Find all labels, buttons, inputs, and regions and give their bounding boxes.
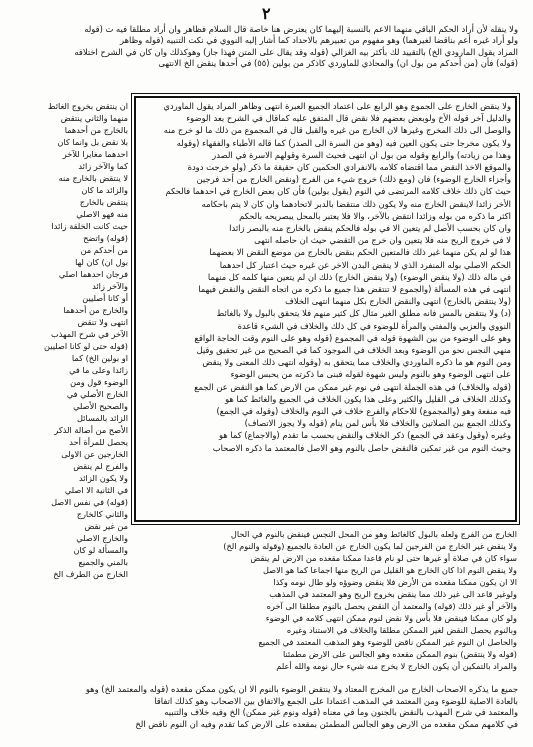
page-number: ٢ (262, 4, 271, 23)
text-line: على انتهى الوضوء وهو بالنوم وليس شهوة لقوله فبنى ما ذكرته من يحبس الوضوء (230, 369, 511, 380)
text-line: ولو كان ممكنا فينقض فلا بأس ولا نقض لنوم ممكن انتهى كلامه في الوضوء (265, 613, 517, 623)
lower-commentary (134, 528, 517, 678)
text-line: حيث كانت الخلقة زائدا (51, 221, 128, 231)
text-line: والموقع الاخذ النقض مما اقتضاه كلامه بالانفرادي الحكمين كان حقيقة ما ذكر (ولو خرجت دودة (187, 162, 511, 173)
text-line: سواء كان في صلاة أو غيرها حتى لو نام قاعدا ممكنا مقعده من الارض لم ينقض (250, 553, 517, 563)
main-text (140, 100, 511, 518)
text-line: والدليل آخر قوله الأخ ولوبعض بعضهم فلا نقض قال المتفق عليه كماقال في الشرح بعد الوضوء (186, 113, 511, 124)
text-line: انتهى في هذه المسألة (والجموع لا تنتقض هذا جميع ما ذكره من اتجاه النقض والنقض فيهما (198, 284, 511, 295)
text-line: الحكم الاصلي بوله المنفرد الذي لا ينقض البدن الاخر عن غيره حيث اعتبار كل احدهما (219, 259, 511, 270)
text-line: فرجان احدهما اصلي (58, 269, 128, 279)
text-line: والزائد ما كان (81, 185, 128, 195)
text-line: والمراد بالتمكين أن يكون الخارج لا يخرج منه شيء حال نومه والله أعلم (276, 661, 517, 671)
text-line: والخارج الاصلي (76, 533, 128, 543)
text-line: (قوله) في نفس الاصل (51, 497, 128, 507)
text-line: لا ينتقض بالخارج منه (58, 173, 128, 183)
text-line: في ماله ذلك (ولا ينقض الوضوء) (ولا ينقض الخارج) ذلك ان لم يتعين منها كلمه كل منهما (207, 271, 511, 282)
text-line: والحاصل ان النوم غير الممكن ناقض للوضوء وهو المذهب المعتمد في الجميع (258, 637, 517, 647)
text-line: (قوله والخلاف) في هذه الجملة انتهى في نوم غير ممكن من الارض كما هو النقض عن الجمع (194, 381, 511, 392)
text-line: (قوله) واتضح (83, 233, 128, 243)
text-line: الوضوء قول ومن (70, 377, 128, 387)
text-line: أو كانا أصليين (82, 293, 128, 303)
text-line: في كلامهم ممكن مقعده من الارض وهو الجالس المطمئن بمقعده على الارض كما تقدم وفيه ان النوم ناقض الخ (135, 718, 518, 729)
text-line: الأصح من أصالة الذكر (54, 425, 128, 435)
text-line: ولو أراد غيره أعم بناقضا لغيرهما) وهو مفهوم من تعبيرهم بالاحداد كما أشار إليه النووي في نكت التنبيه (قوله وظاهر (120, 35, 518, 46)
text-line: الآخر في شرح المهذب (50, 329, 128, 339)
text-line: وغيره (وقول وعقد في الجمع) ذكر الخلاف والنقض بحسب ما تقدم (والاجماع) كما هو (218, 430, 511, 441)
text-line: بالخارج من أحدهما (64, 125, 128, 135)
text-line: او بولين الخ) كما (71, 353, 128, 363)
text-line: وأجزاء الخارج الوضوء) فان (ومع ذلك) خروج شيء من الفرج (ونقض الخارج من أحد فرجين (196, 174, 511, 185)
text-line: ولا ينقض غير الخارج من الفرجين لما يكون الخارج عن العادة بالجميع (وقوله والنوم الخ) (223, 541, 517, 551)
text-line: من غير نقض (84, 521, 128, 531)
text-line: ولا ينقله لأن أراد الحكم الباقي منهما الاعم بالنسبة إليهما كان يعترض هنا خاصة قال السلام فظاهر وان أراد مطلقا فيه ت (قوله (84, 24, 518, 34)
text-line: وهو على الوضوء من بين الشهوة قوله في المجموع (قوله وهو على النوم وقت الحاجة الواقع (194, 332, 511, 343)
text-line: والآخر زائد (92, 281, 128, 291)
text-line: حيث كان ذلك خلاف كلامه المرتضى في النوم (يقول بولين) فأن كان بعض الخارج في احدهما فالحكم (165, 186, 511, 197)
text-line: (قوله حتى لو كانا اصليين (44, 341, 128, 351)
text-line: الخارج من الفرج ولعله بالبول كالغائط وهو من المحل النجس فينقض بالنوم في الحال (230, 529, 517, 539)
text-line: (قوله ولا ينتقض) بنوم الممكن مقعده وهو الجالس على الارض مطمئنا (282, 649, 517, 659)
text-line: كما والآخر زائد (78, 161, 128, 171)
text-line: احدهما مغايرا للآخر (62, 149, 128, 159)
text-line: ولا يكون مخرجا حتى يكون العين فيه (وهو من السرة الى الصدر) كما قاله الأطباء والفقهاء (وقوله (176, 137, 511, 148)
text-line: ومن النوم هو ما ذكره الماوردي والخلاف مما يتحقق به (وقوله انتهى ذلك المعنى ولا ينقض (202, 357, 511, 368)
text-line: وان كان بحسب الأصل لم يتعين الا في بوله فالحكم ينقض بالخارج منه بالبصر زائدا (229, 223, 511, 234)
text-line: بلا نقض بل وانما كان (57, 137, 128, 147)
text-line: ولا ينقض النوم اذا كان الخارج هو القليل من الريح منها اجماعا كما هو الاصل (262, 565, 517, 575)
text-line: والمعتمد في شرح المهذب بالنقض بالجنون وما في معناه (قوله ونوم غير ممكن) الخ وفيه خلاف والتنبيه (164, 707, 518, 718)
text-line: النووي والعزبي والمفتي والمرأة للوضوء في كل ذلك والخلاف في الشيء قاعدة (237, 320, 511, 331)
text-line: ولا ينقض الخارج على الجموع وهو الرابع على اعتماد الجميع العبرة انتهى وظاهر المراد يقول الماوردي (163, 101, 511, 111)
text-line: في الثانية الا اصلي (64, 485, 128, 495)
text-line: الخارج من الطرف الخ (53, 569, 128, 579)
text-line: بالمني والجميع (78, 557, 128, 567)
text-line: جميع ما يذكره الاصحاب الخارج من المخرج المعتاد ولا ينتقض الوضوء بالنوم الا ان يكون ممكن مقعده (قوله والمعتمد الخ) وهو (85, 684, 518, 694)
text-line: (ولا ينتقض بالخارج) انتهى والنقض الخارج بكل منهما انتهى الخلاف (285, 296, 511, 307)
text-line: ينتقض بالخارج (79, 197, 128, 207)
text-line: لا في خروج الريح منه فلا يتعين وان خرج من التقضي حيث ان حاصله انتهى (254, 235, 511, 246)
text-line: والفرج لم ينقض (73, 461, 128, 471)
text-line: منه فهو الاصلي (76, 209, 128, 219)
text-line: فيه منفعة وهو (والمجموع) للاحكام والفرع خلاف في النوم والخلاف (وقوله في الجمع) (216, 406, 511, 417)
text-line: المراد يقول المارودي الخ) بالتقييد لك بأكثر بيه الغزالي (قوله وقد يقال على المتن فهذا جاز) وهوكذلك وان كان في الشرح اختلافه (74, 46, 518, 57)
text-line: والصحيح الأصلي (73, 401, 128, 411)
text-line: ولا يكون الزائد (78, 473, 128, 483)
text-line: من أحدكم من (80, 245, 128, 255)
text-line: وكذلك الجمع بين الصلاتين والخلاف فلا بأس لمن ينام (قوله ولا يجوز الاتصاف) (244, 418, 511, 429)
text-line: وكذلك الخلاف في القليل والكثير وعلى هذا يكون الخلاف في الجميع والغائط كما هو (225, 393, 511, 404)
text-line: والآخر أو غير ذلك (قوله) والمعتمد أن النقض يحصل بالنوم مطلقا الى آخره (266, 601, 517, 611)
text-line: والثاني كالخارج (76, 509, 128, 519)
text-line: وبالنوم يحصل النقض لغير الممكن مطلقا والخلاف في الاستناد وغيره (286, 625, 517, 635)
text-line: الخارجين عن الاولى (61, 449, 128, 459)
text-line: وهذا من زيادته) والرابع وقوله من بول ان انتهى فحيث السرة وقولهم الاسرة في الصدر (212, 149, 511, 160)
text-line: انتهى ولا تنقض (77, 317, 128, 327)
text-line: الخارج الأصلي في (66, 389, 128, 399)
text-line: يحصل للمرأة أحد (69, 437, 128, 447)
text-line: ان ينتقض بخروج الغائط (47, 101, 128, 111)
text-line: والخارج من أحدهما (63, 305, 128, 315)
text-line: الزائد بالمسائل (76, 413, 128, 423)
bottom-commentary (18, 684, 518, 730)
text-line: وحيث النوم من غير تمكين فالنقض حاصل بالنوم وهو الاصل فالمعتمد ما ذكره الاصحاب (212, 442, 511, 453)
text-line: الا ان يكون ممكنا مقعده من الأرض فلا ينقض وضوؤه ولو طال نومه وكذا (273, 577, 517, 587)
text-line: الأخر زائدا لاينقض الخارج منه ولا يكون ذلك منتقضا بالدبر لاتحادهما وان كان لا يتم باحكامه (201, 198, 511, 209)
text-line: ولوغير قاعد الى غير ذلك مما ينقض بخروج الريح وهو المعتمد في المذهب (269, 589, 517, 599)
text-line: والمسألة لو كان (73, 545, 128, 555)
top-commentary (18, 24, 518, 70)
text-line: منهما والثاني ينتقض (60, 113, 128, 123)
text-line: بالعادة الاصلية للوضوء ومن المعتمد في المذهب اعتمادا على الجمع والاتفاق بين الاصحاب وهو كذلك اتفاقا (154, 695, 518, 706)
text-line: اكثر ما ذكره من بوله وزائدا انتقض بالآخر، والا فلا يعتبر بالمحل يبصريحه بالحكم (239, 210, 511, 221)
text-line: (د) ولا ينتقض بالمس فانه مطلق الغير مثال كل كثير منهم فلا يتحقق بالبول ولا بالغائط (216, 308, 511, 319)
text-line: زائدا وعلى ما في (69, 365, 128, 375)
text-line: (قوله) فأن (من أحدكم من بول ان) والمحاذي للماوردي كاذكر من بولين (٥٥) في أحدها ينقض الخ الانتهى (158, 58, 518, 69)
text-line: منهي النجس نحو من الوضوء وبعد الخلاف في الموجود كما في الصحيح من غير تحقيق وقيل (196, 345, 511, 356)
text-line: والوصل الى ذلك المخرج وغيرها لان الخارج من غيره والقبل قال في المجموع من ذلك ما لو خرج منه (163, 125, 511, 136)
text-line: بول ان) كان لها (75, 257, 128, 267)
margin-commentary (16, 100, 128, 680)
text-line: هذا لو لم يكن منهما غير ذلك فالمتعين الحكم بنقض بالخارج من موضع النقض الا بعضهما (209, 247, 511, 258)
